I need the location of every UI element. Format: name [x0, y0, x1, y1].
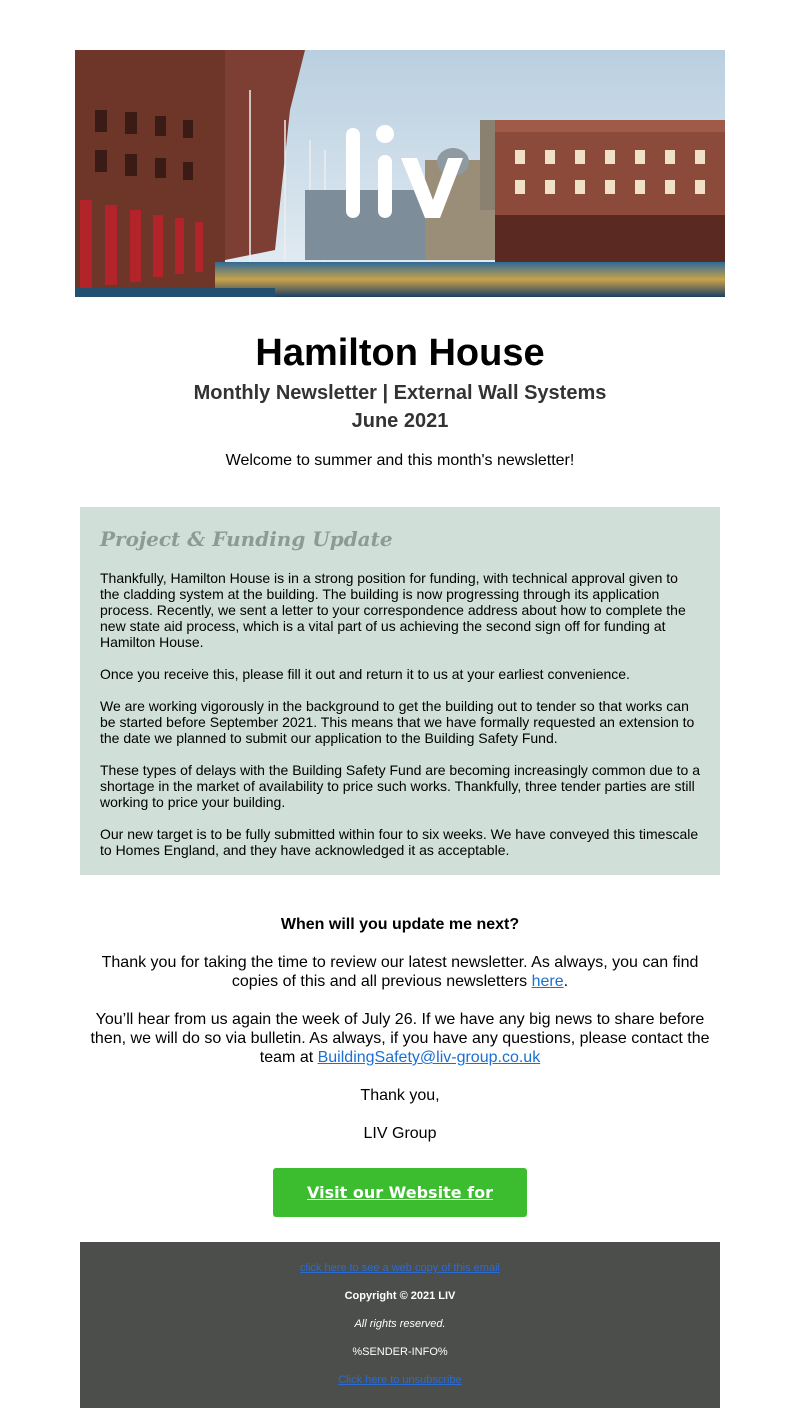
update-paragraph: Our new target is to be fully submitted within four to six weeks. We have conveyed this timescale to Homes England, and they have acknowledged it as acceptable.: [100, 826, 699, 858]
update-paragraph: These types of delays with the Building Safety Fund are becoming increasingly common due to a shortage in the market of availability to price such works. Thankfully, three tender parties are still working to price your building.: [100, 762, 700, 810]
update-paragraph: Once you receive this, please fill it out and return it to us at your earliest convenience.: [100, 666, 630, 682]
rights-text: All rights reserved.: [354, 1318, 446, 1330]
email-footer: [80, 1242, 720, 1408]
copyright-text: Copyright © 2021 LIV: [344, 1290, 456, 1302]
header-banner-image: [75, 50, 725, 297]
update-paragraph: Thankfully, Hamilton House is in a strong position for funding, with technical approval given to the cladding system at the building. The building is now progressing through its application process. Recently, we sent a letter to your correspondence address about how to complete the new state aid process, which is a vital part of us achieving the second sign off for funding at Hamilton House.: [100, 570, 686, 650]
sender-info-text: %SENDER-INFO%: [352, 1346, 448, 1358]
contact-email-link[interactable]: BuildingSafety@liv-group.co.uk: [317, 1049, 541, 1066]
contact-paragraph: [80, 1010, 720, 1067]
next-update-heading: When will you update me next?: [280, 916, 520, 933]
archive-text-end: .: [563, 973, 569, 990]
welcome-text: Welcome to summer and this month's newsletter!: [225, 452, 575, 469]
newsletter-title: Hamilton House: [255, 332, 545, 374]
update-heading: Project & Funding Update: [100, 527, 393, 551]
project-funding-update-panel: [80, 507, 720, 875]
update-paragraph: We are working vigorously in the background to get the building out to tender so that works can be started before September 2021. This means that we have formally requested an extension to the date we planned to submit our application to the Building Safety Fund.: [100, 698, 695, 746]
closing-thanks: Thank you,: [360, 1087, 440, 1104]
unsubscribe-link[interactable]: Click here to unsubscribe: [338, 1374, 462, 1386]
newsletters-archive-link[interactable]: here: [531, 973, 564, 990]
newsletter-date: June 2021: [351, 410, 449, 432]
closing-signature: LIV Group: [363, 1125, 437, 1142]
visit-website-button[interactable]: Visit our Website for: [273, 1168, 527, 1217]
newsletter-subtitle: Monthly Newsletter | External Wall Systems: [193, 382, 607, 404]
archive-text: Thank you for taking the time to review our latest newsletter. As always, you can find copies of this and all previous newsletters: [101, 954, 699, 990]
newsletter-archive-paragraph: [80, 953, 720, 991]
contact-text: You’ll hear from us again the week of July 26. If we have any big news to share before then, we will do so via bulletin. As always, if you have any questions, please contact the team at: [90, 1011, 710, 1066]
web-copy-link[interactable]: click here to see a web copy of this email: [300, 1262, 500, 1274]
